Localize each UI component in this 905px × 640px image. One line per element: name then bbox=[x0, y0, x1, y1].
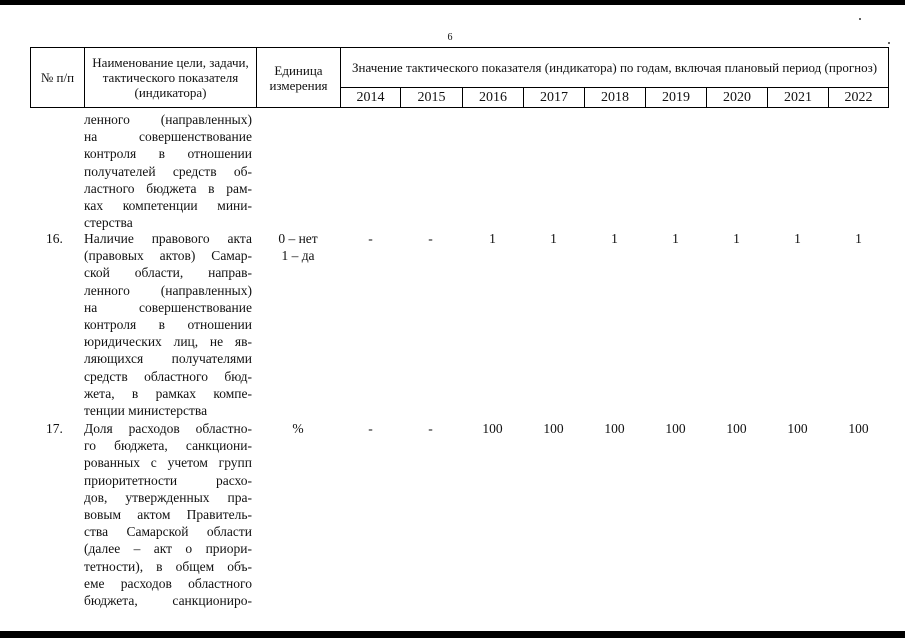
unit-line: 1 – да bbox=[281, 248, 315, 264]
indicator-value: - bbox=[368, 231, 373, 246]
header-year: 2018 bbox=[585, 88, 646, 108]
indicator-name-line: юридических лиц, не яв- bbox=[84, 334, 252, 350]
indicator-name-line: ства Самарской области bbox=[84, 524, 252, 540]
indicator-name-line: ластного бюджета в рам- bbox=[84, 180, 252, 196]
row-number: 17. bbox=[46, 421, 63, 436]
indicator-name-line: жета, в рамках компе- bbox=[84, 385, 252, 401]
unit-of-measure bbox=[256, 420, 340, 437]
scan-bottom-edge bbox=[0, 631, 905, 638]
header-year: 2015 bbox=[401, 88, 463, 108]
indicator-name bbox=[84, 420, 252, 609]
indicator-value: 1 bbox=[611, 231, 618, 246]
indicator-name-line: (правовых актов) Самар- bbox=[84, 248, 252, 264]
indicator-name-line: ленного (направленных) bbox=[84, 282, 252, 298]
indicator-name-line: ской области, направ- bbox=[84, 265, 252, 281]
page-number: 6 bbox=[447, 32, 453, 43]
unit-line: % bbox=[292, 421, 304, 436]
indicator-value: 1 bbox=[855, 231, 862, 246]
indicator-value: 100 bbox=[665, 421, 686, 436]
indicator-value: - bbox=[368, 421, 373, 436]
indicator-name-line: рованных с учетом групп bbox=[84, 455, 252, 471]
header-year: 2021 bbox=[768, 88, 829, 108]
header-col-name: Наименование цели, задачи, тактического показателя (индикатора) bbox=[85, 48, 257, 108]
indicator-value: - bbox=[428, 231, 433, 246]
scan-speck bbox=[859, 18, 861, 20]
header-year: 2022 bbox=[829, 88, 889, 108]
indicator-name-line: еме расходов областного bbox=[84, 575, 252, 591]
header-col-values: Значение тактического показателя (индикатора) по годам, включая плановый период (прогноз) bbox=[341, 48, 889, 88]
indicator-value: 100 bbox=[482, 421, 503, 436]
indicator-value: 1 bbox=[550, 231, 557, 246]
indicator-name-line: приоритетности расхо- bbox=[84, 472, 252, 488]
indicator-value: 100 bbox=[604, 421, 625, 436]
indicator-value: 1 bbox=[672, 231, 679, 246]
scan-speck bbox=[888, 42, 890, 44]
indicator-table-header bbox=[30, 47, 889, 108]
indicator-value: 100 bbox=[726, 421, 747, 436]
indicator-value: 100 bbox=[787, 421, 808, 436]
header-year: 2020 bbox=[707, 88, 768, 108]
header-year: 2017 bbox=[524, 88, 585, 108]
indicator-name-line: получателей средств об- bbox=[84, 163, 252, 179]
indicator-name-line: на совершенствование bbox=[84, 299, 252, 315]
indicator-name bbox=[84, 111, 252, 231]
header-col-unit: Единица измерения bbox=[257, 48, 341, 108]
indicator-name-line: стерства bbox=[84, 215, 133, 231]
indicator-value: 1 bbox=[489, 231, 496, 246]
header-year: 2014 bbox=[341, 88, 401, 108]
indicator-name-line: го бюджета, санкциони- bbox=[84, 438, 252, 454]
indicator-name bbox=[84, 230, 252, 419]
header-col-number: № п/п bbox=[31, 48, 85, 108]
indicator-value: - bbox=[428, 421, 433, 436]
indicator-value: 100 bbox=[848, 421, 869, 436]
indicator-value: 100 bbox=[543, 421, 564, 436]
indicator-name-line: Доля расходов областно- bbox=[84, 421, 252, 436]
indicator-value: 1 bbox=[733, 231, 740, 246]
indicator-name-line: на совершенствование bbox=[84, 129, 252, 145]
unit-line: 0 – нет bbox=[278, 231, 318, 246]
indicator-name-line: тетности), в общем объ- bbox=[84, 558, 252, 574]
unit-of-measure bbox=[256, 230, 340, 264]
indicator-name-line: Наличие правового акта bbox=[84, 231, 252, 246]
indicator-name-line: контроля в отношении bbox=[84, 146, 252, 162]
indicator-name-line: дов, утвержденных пра- bbox=[84, 489, 252, 505]
indicator-name-line: вовым актом Правитель- bbox=[84, 506, 252, 522]
header-year: 2019 bbox=[646, 88, 707, 108]
indicator-name-line: тенции министерства bbox=[84, 402, 208, 418]
header-year: 2016 bbox=[463, 88, 524, 108]
indicator-name-line: бюджета, санкциониро- bbox=[84, 592, 252, 608]
indicator-name-line: ках компетенции мини- bbox=[84, 197, 252, 213]
indicator-name-line: (далее – акт о приори- bbox=[84, 541, 252, 557]
indicator-name-line: средств областного бюд- bbox=[84, 368, 252, 384]
row-number: 16. bbox=[46, 231, 63, 246]
indicator-name-line: контроля в отношении bbox=[84, 316, 252, 332]
indicator-name-line: ляющихся получателями bbox=[84, 351, 252, 367]
indicator-name-line: ленного (направленных) bbox=[84, 112, 252, 127]
indicator-value: 1 bbox=[794, 231, 801, 246]
scan-top-edge bbox=[0, 0, 905, 5]
